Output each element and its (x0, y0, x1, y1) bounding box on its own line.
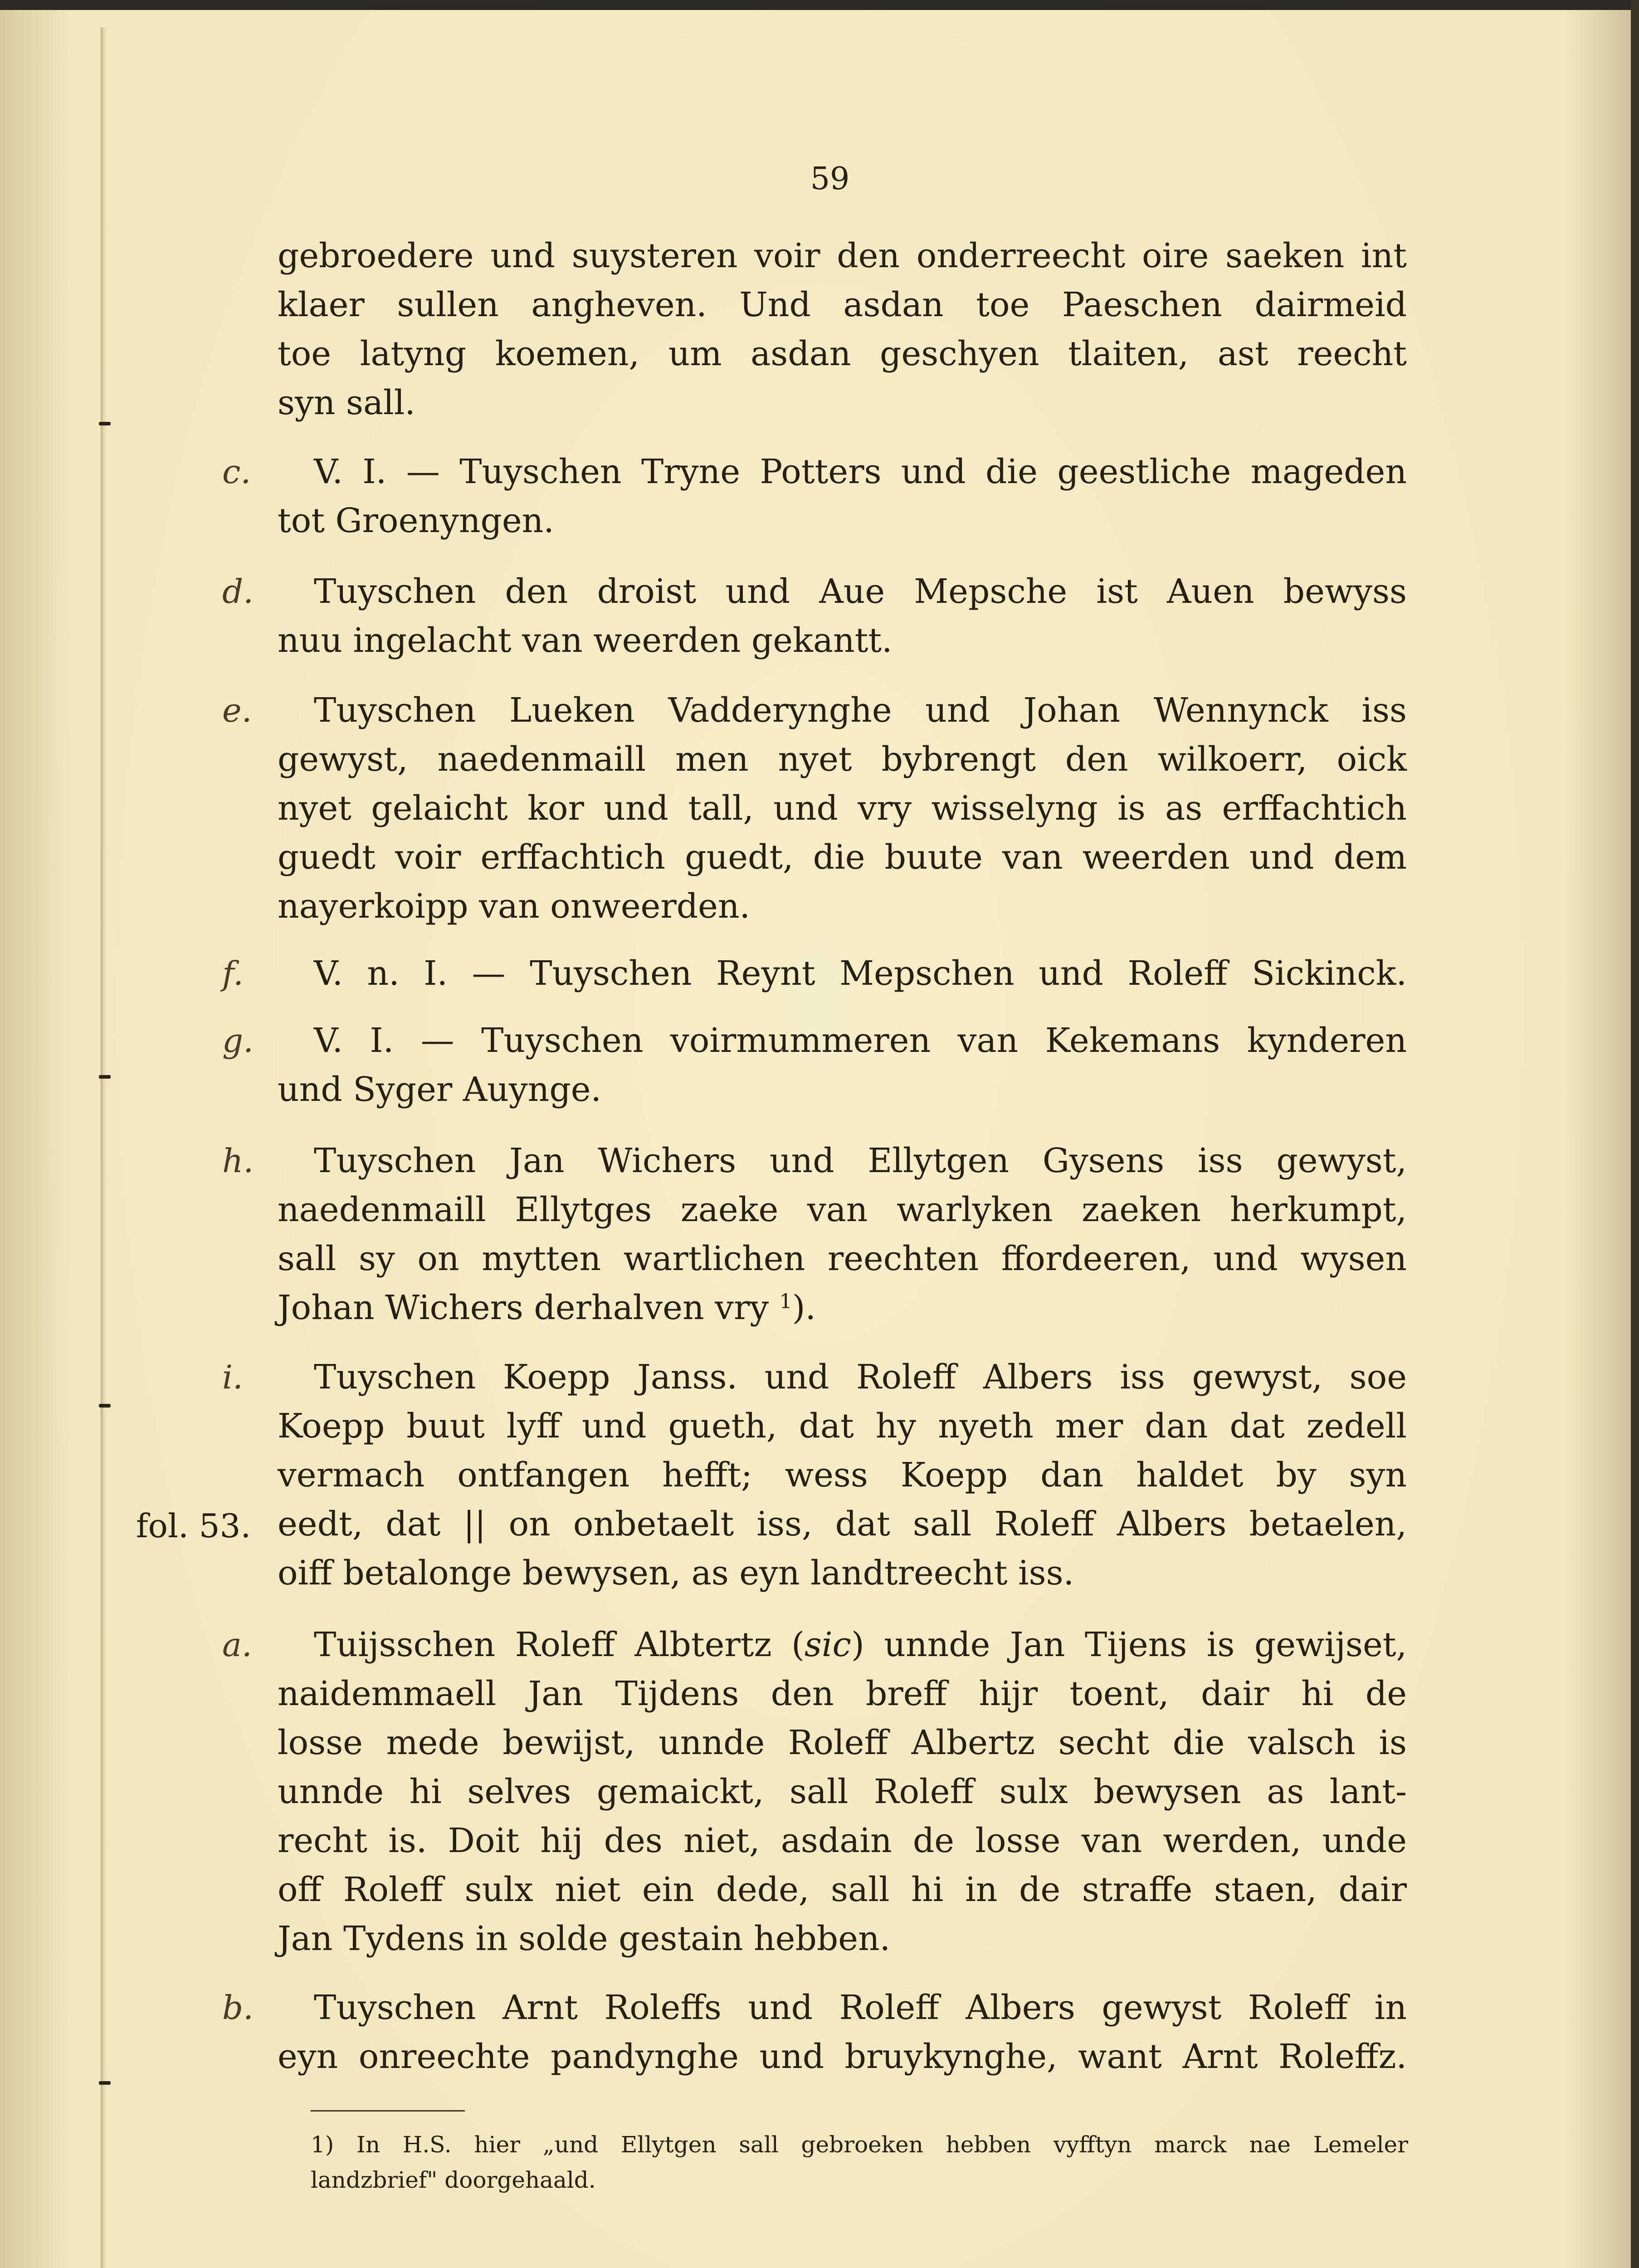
text-line: und Syger Auynge. (278, 1070, 602, 1109)
text-line: Tuyschen Jan Wichers und Ellytgen Gysens iss gewyst, (314, 1141, 1407, 1180)
text-line: gebroedere und suysteren voir den onderreecht oire saeken int (278, 236, 1407, 275)
text-line: naedenmaill Ellytges zaeke van warlyken zaeken herkumpt, (278, 1190, 1407, 1229)
text-segment: Johan Wichers derhalven vry (278, 1288, 769, 1327)
text-line: Tuyschen Koepp Janss. und Roleff Albers iss gewyst, soe (314, 1358, 1407, 1397)
binding-thread-mark (99, 1075, 111, 1079)
entry-marker: d. (222, 572, 254, 611)
text-line: toe latyng koemen, um asdan geschyen tlaiten, ast reecht (278, 334, 1407, 373)
text-line: V. I. — Tuyschen Tryne Potters und die geestliche mageden (314, 452, 1407, 491)
text-line: tot Groenyngen. (278, 501, 554, 540)
text-segment: Tuijsschen Roleff Albtertz ( (314, 1625, 805, 1664)
text-line: oiff betalonge bewysen, as eyn landtreecht iss. (278, 1554, 1074, 1593)
binding-thread-mark (99, 1404, 111, 1408)
text-line: unnde hi selves gemaickt, sall Roleff sulx bewysen as lant- (278, 1772, 1407, 1811)
text-line: gewyst, naedenmaill men nyet bybrengt den wilkoerr, oick (278, 740, 1407, 779)
text-line (278, 1283, 1407, 1332)
binding-thread-mark (99, 422, 111, 425)
entry-marker: i. (222, 1358, 243, 1396)
entry-marker: a. (222, 1626, 252, 1664)
text-line (314, 1620, 1407, 1669)
text-line: eyn onreechte pandynghe und bruykynghe, want Arnt Roleffz. (278, 2037, 1407, 2076)
folio-label: fol. 53. (136, 1507, 251, 1545)
footnote-line: landzbrief" doorgehaald. (311, 2167, 596, 2193)
text-line: eedt, dat || on onbetaelt iss, dat sall Roleff Albers betaelen, (278, 1505, 1407, 1544)
text-line: nyet gelaicht kor und tall, und vry wisselyng is as erffachtich (278, 789, 1407, 828)
text-line: naidemmaell Jan Tijdens den breff hijr toent, dair hi de (278, 1674, 1407, 1713)
entry-marker: e. (222, 691, 252, 729)
text-line: Koepp buut lyff und gueth, dat hy nyeth mer dan dat zedell (278, 1407, 1407, 1446)
entry-marker: f. (222, 954, 244, 992)
text-line: Jan Tydens in solde gestain hebben. (278, 1919, 891, 1958)
text-line: off Roleff sulx niet ein dede, sall hi in de straffe staen, dair (278, 1870, 1407, 1909)
text-line: klaer sullen angheven. Und asdan toe Paeschen dairmeid (278, 285, 1407, 324)
text-line: syn sall. (278, 383, 415, 422)
text-line: V. I. — Tuyschen voirmummeren van Kekemans kynderen (314, 1021, 1407, 1060)
binding-thread-mark (99, 2081, 111, 2085)
page-number: 59 (810, 161, 850, 197)
text-line: recht is. Doit hij des niet, asdain de losse van werden, unde (278, 1821, 1407, 1860)
sic-italic: sic (804, 1625, 851, 1664)
entry-marker: g. (222, 1022, 254, 1060)
text-line: vermach ontfangen hefft; wess Koepp dan haldet by syn (278, 1456, 1407, 1495)
entry-marker: b. (222, 1989, 254, 2027)
footnote-line: 1) In H.S. hier „und Ellytgen sall gebroeken hebben vyfftyn marck nae Lemeler (311, 2131, 1408, 2158)
text-line: Tuyschen Arnt Roleffs und Roleff Albers gewyst Roleff in (314, 1988, 1407, 2027)
binding-shadow (101, 27, 107, 2268)
text-line: nuu ingelacht van weerden gekantt. (278, 621, 893, 660)
text-line: Tuyschen den droist und Aue Mepsche ist Auen bewyss (314, 572, 1407, 611)
text-line: nayerkoipp van onweerden. (278, 887, 751, 926)
text-line: V. n. I. — Tuyschen Reynt Mepschen und Roleff Sickinck. (314, 954, 1407, 993)
footnote-ref: 1 (779, 1290, 792, 1313)
text-line: Tuyschen Lueken Vadderynghe und Johan Wennynck iss (314, 691, 1407, 730)
footnote-rule (311, 2110, 465, 2112)
entry-marker: h. (222, 1142, 254, 1180)
entry-marker: c. (222, 453, 251, 491)
text-segment: ) unnde Jan Tijens is gewijset, (851, 1625, 1407, 1664)
text-line: guedt voir erffachtich guedt, die buute van weerden und dem (278, 838, 1407, 877)
text-line: sall sy on mytten wartlichen reechten ffordeeren, und wysen (278, 1239, 1407, 1278)
right-edge (1631, 0, 1639, 2268)
text-segment: ). (792, 1288, 816, 1327)
text-line: losse mede bewijst, unnde Roleff Albertz secht die valsch is (278, 1723, 1407, 1762)
top-edge (0, 0, 1639, 10)
